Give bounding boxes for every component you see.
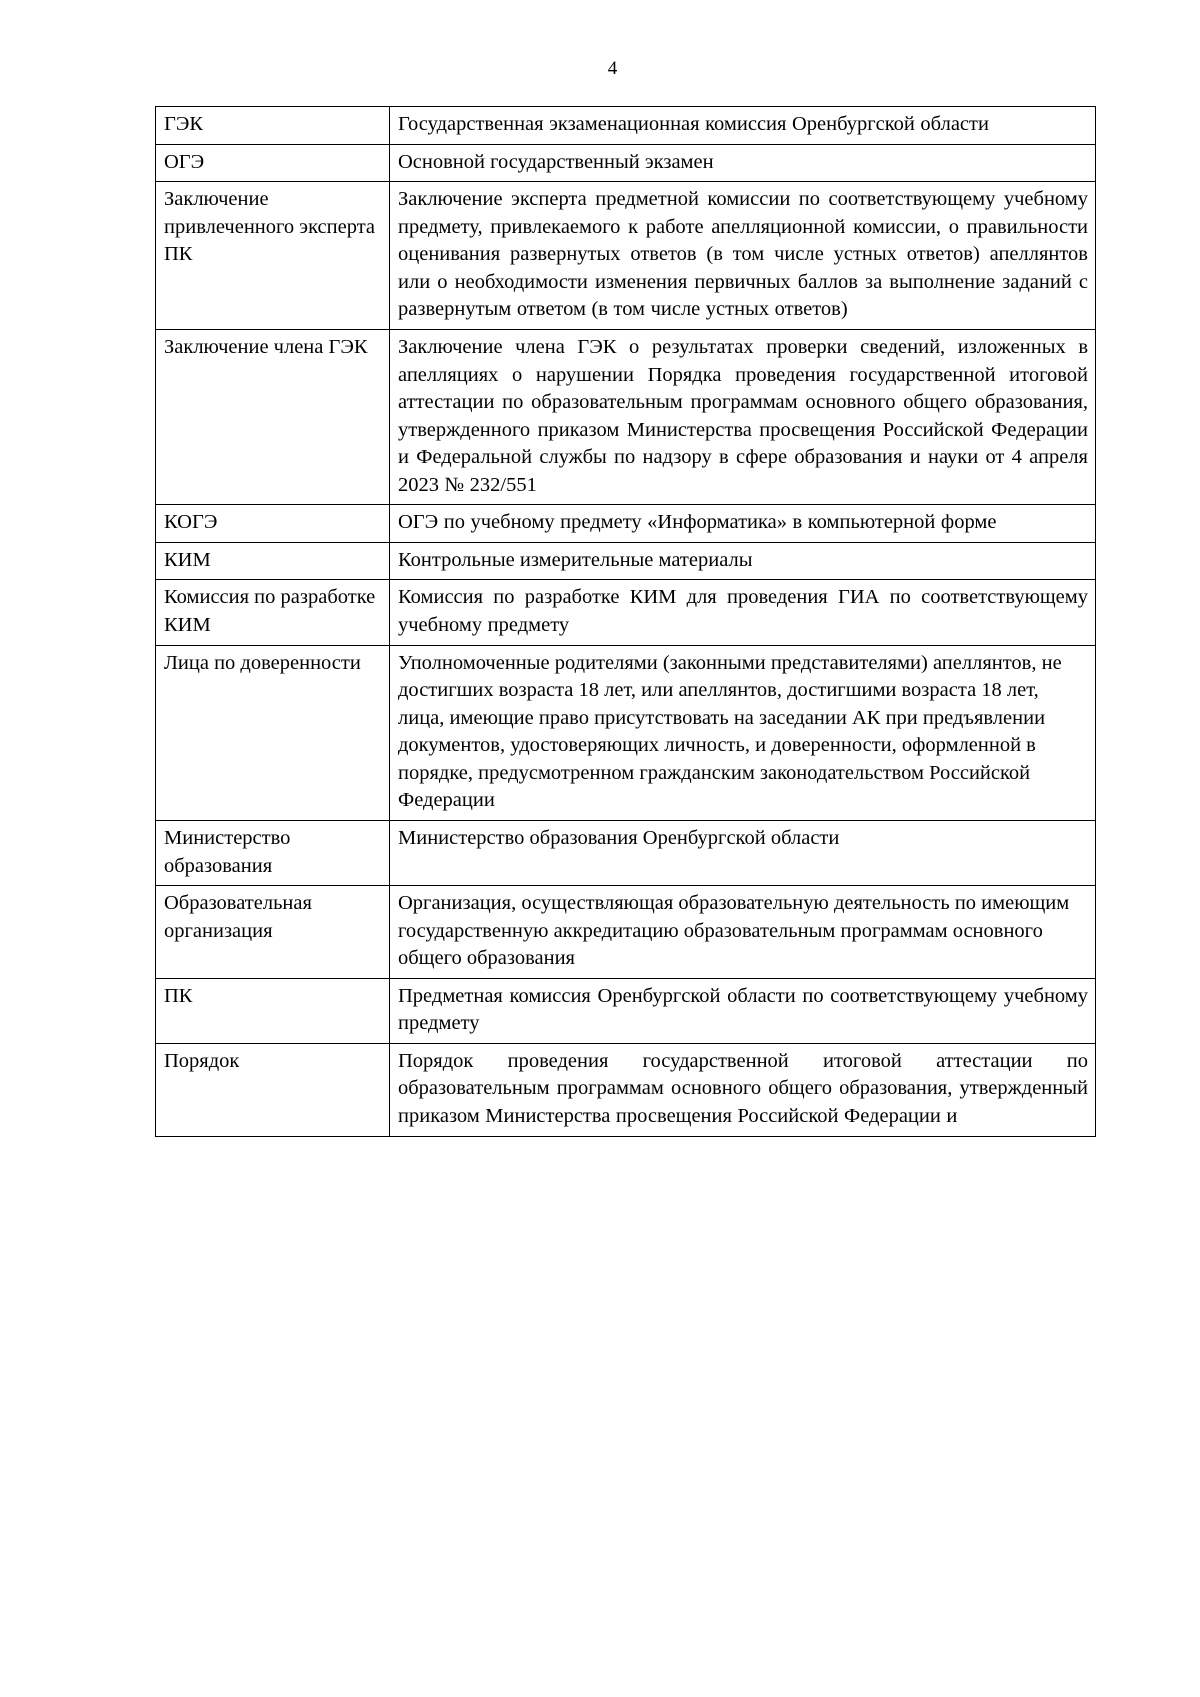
definition-cell: Основной государственный экзамен	[390, 144, 1096, 182]
table-row	[156, 329, 1096, 504]
table-row	[156, 144, 1096, 182]
table-row	[156, 182, 1096, 330]
term-cell: ГЭК	[156, 107, 390, 145]
term-cell: Комиссия по разработке КИМ	[156, 580, 390, 645]
table-row	[156, 1043, 1096, 1136]
definition-cell: Предметная комиссия Оренбургской области по соответствующему учебному предмету	[390, 978, 1096, 1043]
definition-cell: Заключение эксперта предметной комиссии по соответствующему учебному предмету, привлекаемого к работе апелляционной комиссии, о правильности оценивания развернутых ответов (в том числе устных ответов) апеллянтов или о необходимости изменения первичных баллов за выполнение заданий с развернутым ответом (в том числе устных ответов)	[390, 182, 1096, 330]
definition-cell: Контрольные измерительные материалы	[390, 542, 1096, 580]
table-row	[156, 645, 1096, 820]
definition-cell: ОГЭ по учебному предмету «Информатика» в компьютерной форме	[390, 505, 1096, 543]
table-row	[156, 505, 1096, 543]
term-cell: ПК	[156, 978, 390, 1043]
term-cell: КИМ	[156, 542, 390, 580]
definition-cell: Министерство образования Оренбургской области	[390, 820, 1096, 885]
page-number: 4	[607, 58, 618, 79]
term-cell: КОГЭ	[156, 505, 390, 543]
term-cell: Образовательная организация	[156, 886, 390, 979]
definition-cell: Государственная экзаменационная комиссия Оренбургской области	[390, 107, 1096, 145]
table-row	[156, 820, 1096, 885]
definition-cell: Порядок проведения государственной итоговой аттестации по образовательным программам основного общего образования, утвержденный приказом Министерства просвещения Российской Федерации и	[390, 1043, 1096, 1136]
term-cell: Заключение члена ГЭК	[156, 329, 390, 504]
table-row	[156, 886, 1096, 979]
term-cell: Порядок	[156, 1043, 390, 1136]
term-cell: ОГЭ	[156, 144, 390, 182]
table-row	[156, 542, 1096, 580]
term-cell: Заключение привлеченного эксперта ПК	[156, 182, 390, 330]
table-row	[156, 978, 1096, 1043]
definition-cell: Заключение члена ГЭК о результатах проверки сведений, изложенных в апелляциях о нарушении Порядка проведения государственной итоговой аттестации по образовательным программам основного общего образования, утвержденного приказом Министерства просвещения Российской Федерации и Федеральной службы по надзору в сфере образования и науки от 4 апреля 2023 № 232/551	[390, 329, 1096, 504]
glossary-table	[155, 106, 1096, 1137]
term-cell: Министерство образования	[156, 820, 390, 885]
definition-cell: Комиссия по разработке КИМ для проведения ГИА по соответствующему учебному предмету	[390, 580, 1096, 645]
definition-cell: Организация, осуществляющая образовательную деятельность по имеющим государственную аккредитацию образовательным программам основного общего образования	[390, 886, 1096, 979]
table-row	[156, 580, 1096, 645]
table-row	[156, 107, 1096, 145]
definition-cell: Уполномоченные родителями (законными представителями) апеллянтов, не достигших возраста 18 лет, или апеллянтов, достигшими возраста 18 лет, лица, имеющие право присутствовать на заседании АК при предъявлении документов, удостоверяющих личность, и доверенности, оформленной в порядке, предусмотренном гражданским законодательством Российской Федерации	[390, 645, 1096, 820]
term-cell: Лица по доверенности	[156, 645, 390, 820]
glossary-table-body	[156, 107, 1096, 1137]
